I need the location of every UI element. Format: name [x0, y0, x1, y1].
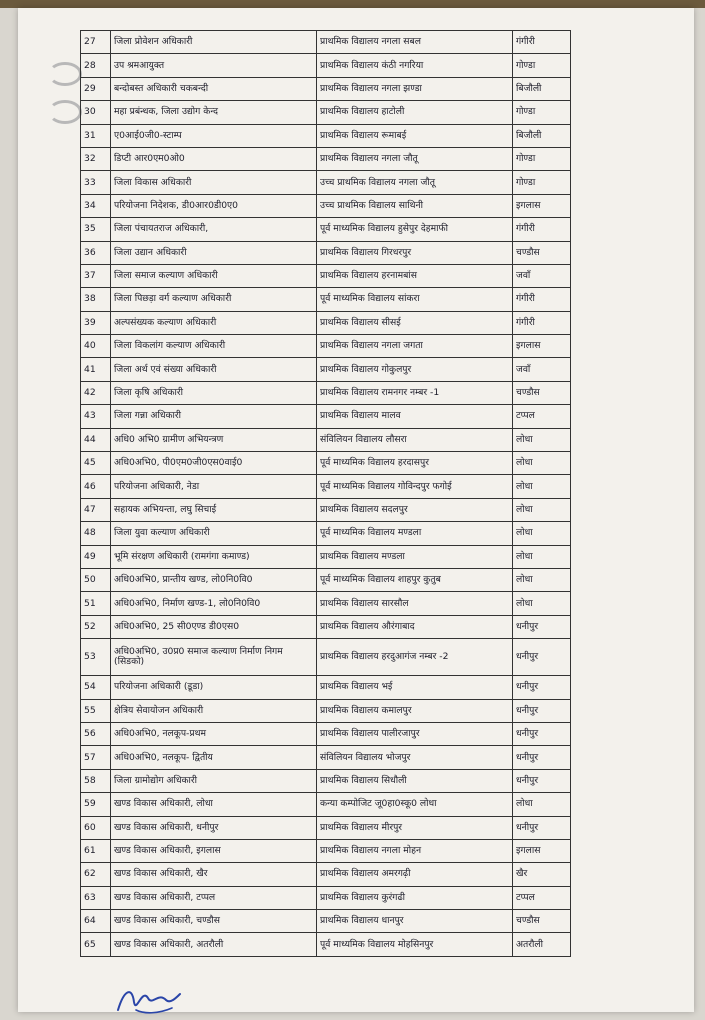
- table-row: [81, 194, 571, 217]
- block-cell: गंगीरी: [513, 311, 571, 334]
- table-row: [81, 381, 571, 404]
- block-cell: धनीपुर: [513, 722, 571, 745]
- table-row: [81, 31, 571, 54]
- school-cell: प्राथमिक विद्यालय नगला जौतू: [317, 147, 513, 170]
- block-cell: गोण्डा: [513, 101, 571, 124]
- block-cell: लोधा: [513, 475, 571, 498]
- block-cell: धनीपुर: [513, 699, 571, 722]
- serial-number-cell: 45: [81, 452, 111, 475]
- school-cell: पूर्व माध्यमिक विद्यालय गोविन्दपुर फगोई: [317, 475, 513, 498]
- officer-cell: खण्ड विकास अधिकारी, टप्पल: [111, 886, 317, 909]
- officer-cell: अधि0अभि0, नलकूप- द्वितीय: [111, 746, 317, 769]
- officer-cell: भूमि संरक्षण अधिकारी (रामगंगा कमाण्ड): [111, 545, 317, 568]
- block-cell: चण्डौस: [513, 241, 571, 264]
- officer-cell: सहायक अभियन्ता, लघु सिचाई: [111, 498, 317, 521]
- school-cell: प्राथमिक विद्यालय सीसई: [317, 311, 513, 334]
- block-cell: धनीपुर: [513, 615, 571, 638]
- serial-number-cell: 43: [81, 405, 111, 428]
- serial-number-cell: 37: [81, 264, 111, 287]
- serial-number-cell: 59: [81, 793, 111, 816]
- table-row: [81, 218, 571, 241]
- officer-cell: जिला गन्ना अधिकारी: [111, 405, 317, 428]
- school-cell: प्राथमिक विद्यालय सारसौल: [317, 592, 513, 615]
- school-cell: प्राथमिक विद्यालय मण्डला: [317, 545, 513, 568]
- school-cell: प्राथमिक विद्यालय रामनगर नम्बर -1: [317, 381, 513, 404]
- serial-number-cell: 50: [81, 568, 111, 591]
- school-cell: संविलियन विद्यालय भोजपुर: [317, 746, 513, 769]
- officer-cell: परियोजना निदेशक, डी0आर0डी0ए0: [111, 194, 317, 217]
- school-cell: प्राथमिक विद्यालय औरंगाबाद: [317, 615, 513, 638]
- block-cell: इगलास: [513, 335, 571, 358]
- serial-number-cell: 34: [81, 194, 111, 217]
- serial-number-cell: 38: [81, 288, 111, 311]
- table-row: [81, 769, 571, 792]
- serial-number-cell: 47: [81, 498, 111, 521]
- serial-number-cell: 42: [81, 381, 111, 404]
- school-cell: प्राथमिक विद्यालय गिरधरपुर: [317, 241, 513, 264]
- school-cell: पूर्व माध्यमिक विद्यालय मोहसिनपुर: [317, 933, 513, 956]
- school-cell: प्राथमिक विद्यालय मालव: [317, 405, 513, 428]
- school-cell: पूर्व माध्यमिक विद्यालय हरदासपुर: [317, 452, 513, 475]
- school-cell: प्राथमिक विद्यालय हाटोली: [317, 101, 513, 124]
- block-cell: गंगीरी: [513, 31, 571, 54]
- table-row: [81, 147, 571, 170]
- officer-cell: जिला युवा कल्याण अधिकारी: [111, 522, 317, 545]
- serial-number-cell: 29: [81, 77, 111, 100]
- block-cell: लोधा: [513, 545, 571, 568]
- officer-cell: परियोजना अधिकारी (डूडा): [111, 676, 317, 699]
- officer-cell: बन्दोबस्त अधिकारी चकबन्दी: [111, 77, 317, 100]
- officer-cell: खण्ड विकास अधिकारी, धनीपुर: [111, 816, 317, 839]
- serial-number-cell: 41: [81, 358, 111, 381]
- school-cell: प्राथमिक विद्यालय नगला मोहन: [317, 839, 513, 862]
- serial-number-cell: 57: [81, 746, 111, 769]
- school-cell: प्राथमिक विद्यालय नगला जगता: [317, 335, 513, 358]
- table-row: [81, 793, 571, 816]
- serial-number-cell: 61: [81, 839, 111, 862]
- serial-number-cell: 51: [81, 592, 111, 615]
- school-cell: प्राथमिक विद्यालय भई: [317, 676, 513, 699]
- block-cell: गोण्डा: [513, 147, 571, 170]
- school-cell: उच्च प्राथमिक विद्यालय नगला जौतू: [317, 171, 513, 194]
- officer-cell: क्षेत्रिय सेवायोजन अधिकारी: [111, 699, 317, 722]
- table-body: [81, 31, 571, 957]
- officer-cell: अधि0अभि0, पी0एम0जी0एस0वाई0: [111, 452, 317, 475]
- officer-cell: खण्ड विकास अधिकारी, चण्डौस: [111, 910, 317, 933]
- officer-cell: जिला ग्रामोद्योग अधिकारी: [111, 769, 317, 792]
- block-cell: बिजौली: [513, 77, 571, 100]
- block-cell: धनीपुर: [513, 769, 571, 792]
- school-cell: पूर्व माध्यमिक विद्यालय सांकरा: [317, 288, 513, 311]
- block-cell: टप्पल: [513, 886, 571, 909]
- block-cell: चण्डौस: [513, 381, 571, 404]
- officer-cell: डिप्टी आर0एम0ओ0: [111, 147, 317, 170]
- school-cell: प्राथमिक विद्यालय अमरगढ़ी: [317, 863, 513, 886]
- document-page: [18, 8, 694, 1012]
- block-cell: लोधा: [513, 568, 571, 591]
- table-row: [81, 241, 571, 264]
- block-cell: धनीपुर: [513, 746, 571, 769]
- table-row: [81, 816, 571, 839]
- serial-number-cell: 63: [81, 886, 111, 909]
- officer-cell: परियोजना अधिकारी, नेडा: [111, 475, 317, 498]
- block-cell: धनीपुर: [513, 676, 571, 699]
- school-cell: प्राथमिक विद्यालय कंठी नगरिया: [317, 54, 513, 77]
- serial-number-cell: 62: [81, 863, 111, 886]
- school-cell: पूर्व माध्यमिक विद्यालय मण्डला: [317, 522, 513, 545]
- serial-number-cell: 53: [81, 639, 111, 676]
- serial-number-cell: 64: [81, 910, 111, 933]
- table-row: [81, 358, 571, 381]
- school-cell: प्राथमिक विद्यालय धानपुर: [317, 910, 513, 933]
- school-cell: प्राथमिक विद्यालय हरदुआगंज नम्बर -2: [317, 639, 513, 676]
- officer-cell: जिला विकास अधिकारी: [111, 171, 317, 194]
- table-row: [81, 288, 571, 311]
- serial-number-cell: 48: [81, 522, 111, 545]
- officer-cell: अधि0अभि0, निर्माण खण्ड-1, लो0नि0वि0: [111, 592, 317, 615]
- officer-school-table: [80, 30, 571, 957]
- block-cell: गंगीरी: [513, 288, 571, 311]
- school-cell: कन्या कम्पोजिट जू0हा0स्कू0 लोधा: [317, 793, 513, 816]
- block-cell: जवाँ: [513, 358, 571, 381]
- school-cell: प्राथमिक विद्यालय नगला सबल: [317, 31, 513, 54]
- table-row: [81, 839, 571, 862]
- officer-cell: खण्ड विकास अधिकारी, अतरौली: [111, 933, 317, 956]
- handwritten-signature: [114, 980, 184, 1020]
- serial-number-cell: 30: [81, 101, 111, 124]
- officer-cell: जिला अर्थ एवं संख्या अधिकारी: [111, 358, 317, 381]
- block-cell: लोधा: [513, 793, 571, 816]
- serial-number-cell: 65: [81, 933, 111, 956]
- school-cell: प्राथमिक विद्यालय गोकुलपुर: [317, 358, 513, 381]
- serial-number-cell: 39: [81, 311, 111, 334]
- serial-number-cell: 33: [81, 171, 111, 194]
- block-cell: गोण्डा: [513, 54, 571, 77]
- table-row: [81, 639, 571, 676]
- table-row: [81, 335, 571, 358]
- block-cell: चण्डौस: [513, 910, 571, 933]
- binder-ring: [48, 100, 82, 124]
- serial-number-cell: 46: [81, 475, 111, 498]
- block-cell: बिजौली: [513, 124, 571, 147]
- table-row: [81, 311, 571, 334]
- block-cell: टप्पल: [513, 405, 571, 428]
- serial-number-cell: 27: [81, 31, 111, 54]
- school-cell: पूर्व माध्यमिक विद्यालय शाहपुर कुतुब: [317, 568, 513, 591]
- block-cell: इगलास: [513, 839, 571, 862]
- table-row: [81, 498, 571, 521]
- serial-number-cell: 35: [81, 218, 111, 241]
- table-row: [81, 522, 571, 545]
- officer-cell: अधि0अभि0, उ0प्र0 समाज कल्याण निर्माण निगम (सिडको): [111, 639, 317, 676]
- officer-cell: महा प्रबंन्धक, जिला उद्योग केन्द: [111, 101, 317, 124]
- school-cell: प्राथमिक विद्यालय कमालपुर: [317, 699, 513, 722]
- table-row: [81, 615, 571, 638]
- serial-number-cell: 56: [81, 722, 111, 745]
- table-row: [81, 592, 571, 615]
- serial-number-cell: 55: [81, 699, 111, 722]
- table-row: [81, 676, 571, 699]
- table-row: [81, 475, 571, 498]
- table-row: [81, 54, 571, 77]
- school-cell: प्राथमिक विद्यालय हरनामबांस: [317, 264, 513, 287]
- table-row: [81, 568, 571, 591]
- table-row: [81, 101, 571, 124]
- binder-ring: [48, 62, 82, 86]
- officer-cell: जिला पंचायतराज अधिकारी,: [111, 218, 317, 241]
- officer-cell: जिला पिछड़ा वर्ग कल्याण अधिकारी: [111, 288, 317, 311]
- officer-cell: खण्ड विकास अधिकारी, लोधा: [111, 793, 317, 816]
- table-row: [81, 933, 571, 956]
- table-row: [81, 722, 571, 745]
- block-cell: लोधा: [513, 592, 571, 615]
- officer-cell: अधि0 अभि0 ग्रामीण अभियन्त्रण: [111, 428, 317, 451]
- block-cell: जवाँ: [513, 264, 571, 287]
- school-cell: प्राथमिक विद्यालय रूमाबई: [317, 124, 513, 147]
- table-row: [81, 171, 571, 194]
- officer-cell: उप श्रमआयुक्त: [111, 54, 317, 77]
- serial-number-cell: 28: [81, 54, 111, 77]
- school-cell: प्राथमिक विद्यालय पालीरजापुर: [317, 722, 513, 745]
- serial-number-cell: 52: [81, 615, 111, 638]
- table-row: [81, 699, 571, 722]
- table-row: [81, 77, 571, 100]
- table-row: [81, 910, 571, 933]
- officer-cell: जिला उद्यान अधिकारी: [111, 241, 317, 264]
- table-row: [81, 863, 571, 886]
- serial-number-cell: 32: [81, 147, 111, 170]
- school-cell: संविलियन विद्यालय लौसरा: [317, 428, 513, 451]
- table-row: [81, 452, 571, 475]
- block-cell: गंगीरी: [513, 218, 571, 241]
- table-row: [81, 264, 571, 287]
- block-cell: लोधा: [513, 498, 571, 521]
- school-cell: पूर्व माध्यमिक विद्यालय हुसेपुर देहमाफी: [317, 218, 513, 241]
- serial-number-cell: 31: [81, 124, 111, 147]
- serial-number-cell: 40: [81, 335, 111, 358]
- serial-number-cell: 60: [81, 816, 111, 839]
- block-cell: खैर: [513, 863, 571, 886]
- block-cell: अतरौली: [513, 933, 571, 956]
- block-cell: लोधा: [513, 452, 571, 475]
- table-row: [81, 428, 571, 451]
- serial-number-cell: 54: [81, 676, 111, 699]
- officer-cell: जिला कृषि अधिकारी: [111, 381, 317, 404]
- table-row: [81, 545, 571, 568]
- school-cell: उच्च प्राथमिक विद्यालय साथिनी: [317, 194, 513, 217]
- officer-cell: खण्ड विकास अधिकारी, इगलास: [111, 839, 317, 862]
- block-cell: लोधा: [513, 522, 571, 545]
- school-cell: प्राथमिक विद्यालय सदलपुर: [317, 498, 513, 521]
- school-cell: प्राथमिक विद्यालय मीरपुर: [317, 816, 513, 839]
- block-cell: धनीपुर: [513, 639, 571, 676]
- block-cell: लोधा: [513, 428, 571, 451]
- officer-cell: जिला विकलांग कल्याण अधिकारी: [111, 335, 317, 358]
- officer-cell: अधि0अभि0, 25 सी0एण्ड डी0एस0: [111, 615, 317, 638]
- serial-number-cell: 36: [81, 241, 111, 264]
- block-cell: गोण्डा: [513, 171, 571, 194]
- officer-cell: जिला समाज कल्याण अधिकारी: [111, 264, 317, 287]
- table-row: [81, 405, 571, 428]
- officer-cell: खण्ड विकास अधिकारी, खैर: [111, 863, 317, 886]
- block-cell: धनीपुर: [513, 816, 571, 839]
- table-row: [81, 886, 571, 909]
- officer-cell: अल्पसंख्यक कल्याण अधिकारी: [111, 311, 317, 334]
- table-row: [81, 124, 571, 147]
- school-cell: प्राथमिक विद्यालय कुरंगढी: [317, 886, 513, 909]
- school-cell: प्राथमिक विद्यालय सिधौली: [317, 769, 513, 792]
- serial-number-cell: 49: [81, 545, 111, 568]
- serial-number-cell: 44: [81, 428, 111, 451]
- serial-number-cell: 58: [81, 769, 111, 792]
- top-edge-strip: [0, 0, 705, 8]
- officer-cell: ए0आई0जी0-स्टाम्प: [111, 124, 317, 147]
- officer-cell: जिला प्रोवेशन अधिकारी: [111, 31, 317, 54]
- school-cell: प्राथमिक विद्यालय नगला झण्डा: [317, 77, 513, 100]
- officer-cell: अधि0अभि0, प्रान्तीय खण्ड, लो0नि0वि0: [111, 568, 317, 591]
- officer-cell: अधि0अभि0, नलकूप-प्रथम: [111, 722, 317, 745]
- block-cell: इगलास: [513, 194, 571, 217]
- table-row: [81, 746, 571, 769]
